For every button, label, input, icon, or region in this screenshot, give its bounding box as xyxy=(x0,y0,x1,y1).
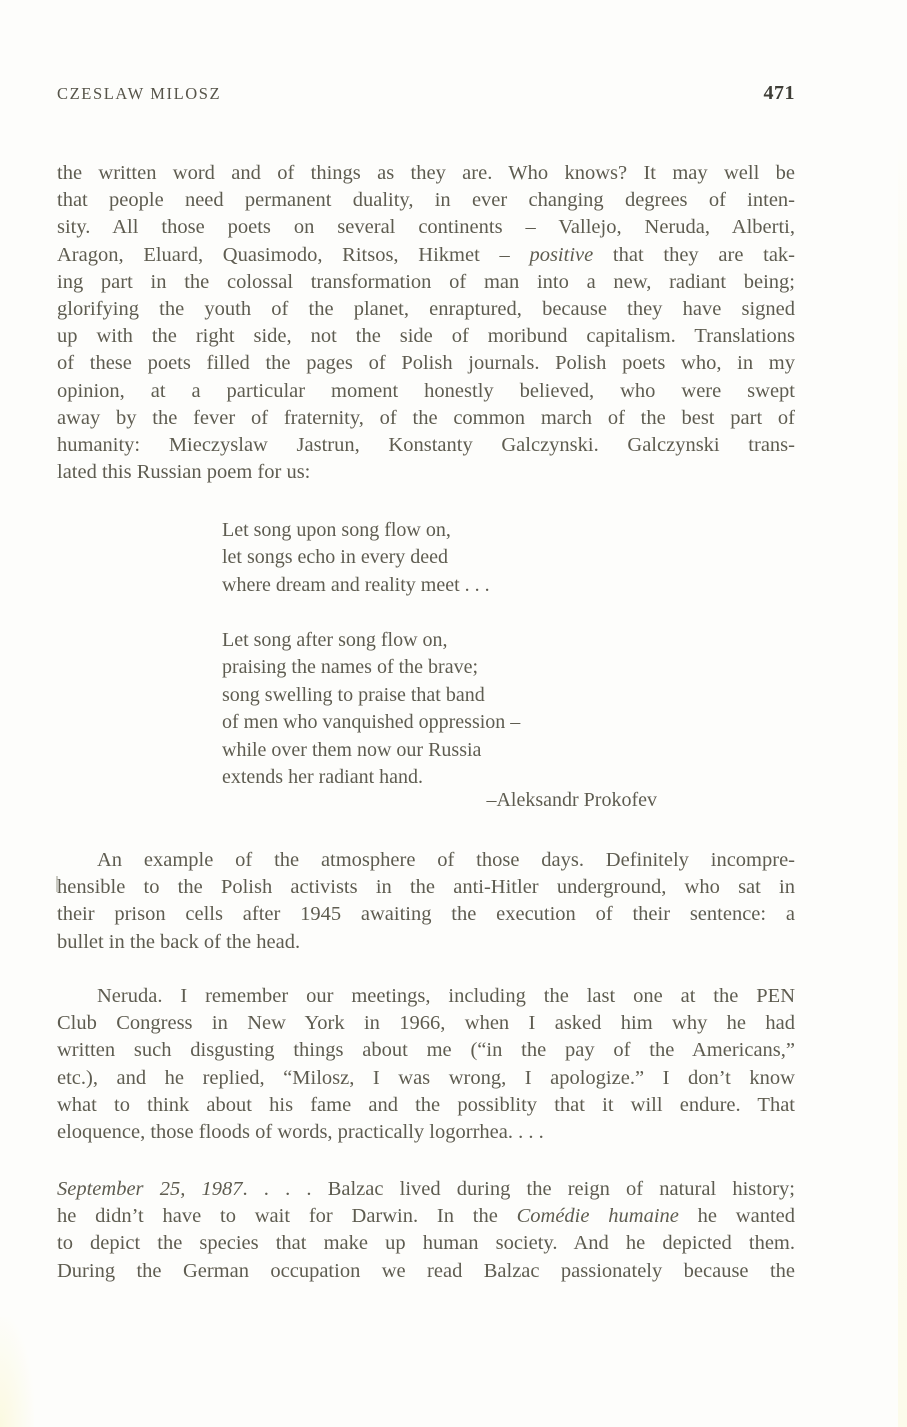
italic-text-segment: positive xyxy=(529,243,594,266)
italic-text-segment: Comédie humaine xyxy=(516,1205,679,1228)
text-line xyxy=(57,1230,795,1257)
text-segment: ing part in the colossal transformation of man into a new, radiant being; xyxy=(57,270,795,293)
text-segment: extends her radiant hand. xyxy=(222,766,424,789)
text-segment: lated this Russian poem for us: xyxy=(57,461,311,484)
paragraph-1 xyxy=(57,160,795,486)
poem-stanza-1 xyxy=(57,517,795,599)
text-line xyxy=(57,682,795,709)
text-line xyxy=(57,654,795,681)
text-segment: up with the right side, not the side of moribund capitalism. Translations xyxy=(57,325,795,348)
paragraph-4 xyxy=(57,1176,795,1285)
text-segment: that they are tak- xyxy=(593,243,796,266)
text-line xyxy=(57,544,795,571)
text-segment: their prison cells after 1945 awaiting the execution of their sentence: a xyxy=(57,903,795,926)
text-segment: During the German occupation we read Balzac passionately because the xyxy=(57,1259,795,1282)
text-line xyxy=(57,405,795,432)
text-segment: let songs echo in every deed xyxy=(222,546,449,569)
text-line xyxy=(57,572,795,599)
page-edge-tint xyxy=(898,130,907,1427)
text-line xyxy=(57,874,795,901)
text-segment: away by the fever of fraternity, of the common march of the best part of xyxy=(57,406,795,429)
text-line xyxy=(57,1065,795,1092)
text-segment: sity. All those poets on several continents – Vallejo, Neruda, Alberti, xyxy=(57,216,795,239)
text-line xyxy=(57,1010,795,1037)
text-line xyxy=(57,323,795,350)
paragraph-2 xyxy=(57,847,795,956)
text-segment: etc.), and he replied, “Milosz, I was wrong, I apologize.” I don’t know xyxy=(57,1066,795,1089)
text-line xyxy=(57,847,795,874)
text-line xyxy=(57,709,795,736)
text-segment: An example of the atmosphere of those days. Definitely incompre- xyxy=(97,849,795,871)
text-segment: Club Congress in New York in 1966, when I asked him why he had xyxy=(57,1012,795,1035)
text-segment: while over them now our Russia xyxy=(222,738,482,761)
text-segment: of these poets filled the pages of Polish journals. Polish poets who, in my xyxy=(57,352,795,375)
text-segment: Let song after song flow on, xyxy=(222,629,448,651)
text-line xyxy=(57,764,795,791)
text-segment: that people need permanent duality, in ever changing degrees of inten- xyxy=(57,189,795,212)
text-segment: bullet in the back of the head. xyxy=(57,930,301,953)
text-segment: Let song upon song flow on, xyxy=(222,519,451,541)
text-segment: glorifying the youth of the planet, enraptured, because they have signed xyxy=(57,298,795,321)
italic-text-segment: September 25, 1987 xyxy=(57,1178,243,1200)
text-segment: eloquence, those floods of words, practically logorrhea. . . . xyxy=(57,1121,544,1144)
text-segment: the written word and of things as they are. Who knows? It may well be xyxy=(57,162,795,184)
text-line xyxy=(57,1037,795,1064)
text-line xyxy=(57,1119,795,1146)
text-line xyxy=(57,378,795,405)
text-line xyxy=(57,187,795,214)
text-line xyxy=(57,214,795,241)
text-line xyxy=(57,269,795,296)
text-line xyxy=(57,1258,795,1285)
text-line xyxy=(57,160,795,187)
text-segment: Neruda. I remember our meetings, including the last one at the PEN xyxy=(97,985,795,1007)
text-segment: song swelling to praise that band xyxy=(222,683,485,706)
text-segment: he wanted xyxy=(678,1205,795,1228)
corner-scan-tint xyxy=(0,1317,34,1427)
text-line xyxy=(57,517,795,544)
poem-attribution: –Aleksandr Prokofev xyxy=(486,789,657,811)
text-line xyxy=(57,350,795,377)
text-line xyxy=(57,929,795,956)
poem-stanza-2 xyxy=(57,627,795,791)
text-line xyxy=(57,1176,795,1203)
running-head xyxy=(57,82,795,105)
text-segment: to depict the species that make up human society. And he depicted them. xyxy=(57,1232,795,1255)
text-line xyxy=(57,627,795,654)
text-segment: opinion, at a particular moment honestly believed, who were swept xyxy=(57,379,795,402)
text-line xyxy=(57,432,795,459)
text-segment: of men who vanquished oppression – xyxy=(222,711,521,734)
page-number: 471 xyxy=(763,82,795,104)
text-line xyxy=(57,983,795,1010)
text-segment: . . . . Balzac lived during the reign of natural history; xyxy=(242,1178,795,1200)
text-segment: hensible to the Polish activists in the anti-Hitler underground, who sat in xyxy=(57,876,795,899)
text-line xyxy=(57,1203,795,1230)
text-line xyxy=(57,901,795,928)
text-line xyxy=(57,242,795,269)
paragraph-3 xyxy=(57,983,795,1146)
text-segment: praising the names of the brave; xyxy=(222,656,479,679)
text-segment: written such disgusting things about me (“in the pay of the Americans,” xyxy=(57,1039,795,1062)
text-line xyxy=(57,737,795,764)
text-line xyxy=(57,459,795,486)
text-segment: Aragon, Eluard, Quasimodo, Ritsos, Hikmet – xyxy=(57,243,530,266)
text-line xyxy=(57,296,795,323)
text-segment: what to think about his fame and the possiblity that it will endure. That xyxy=(57,1093,795,1116)
text-segment: where dream and reality meet . . . xyxy=(222,573,490,596)
text-line xyxy=(57,1092,795,1119)
running-head-author: CZESLAW MILOSZ xyxy=(57,84,222,103)
text-segment: he didn’t have to wait for Darwin. In the xyxy=(57,1205,517,1228)
text-segment: humanity: Mieczyslaw Jastrun, Konstanty Galczynski. Galczynski trans- xyxy=(57,434,795,457)
